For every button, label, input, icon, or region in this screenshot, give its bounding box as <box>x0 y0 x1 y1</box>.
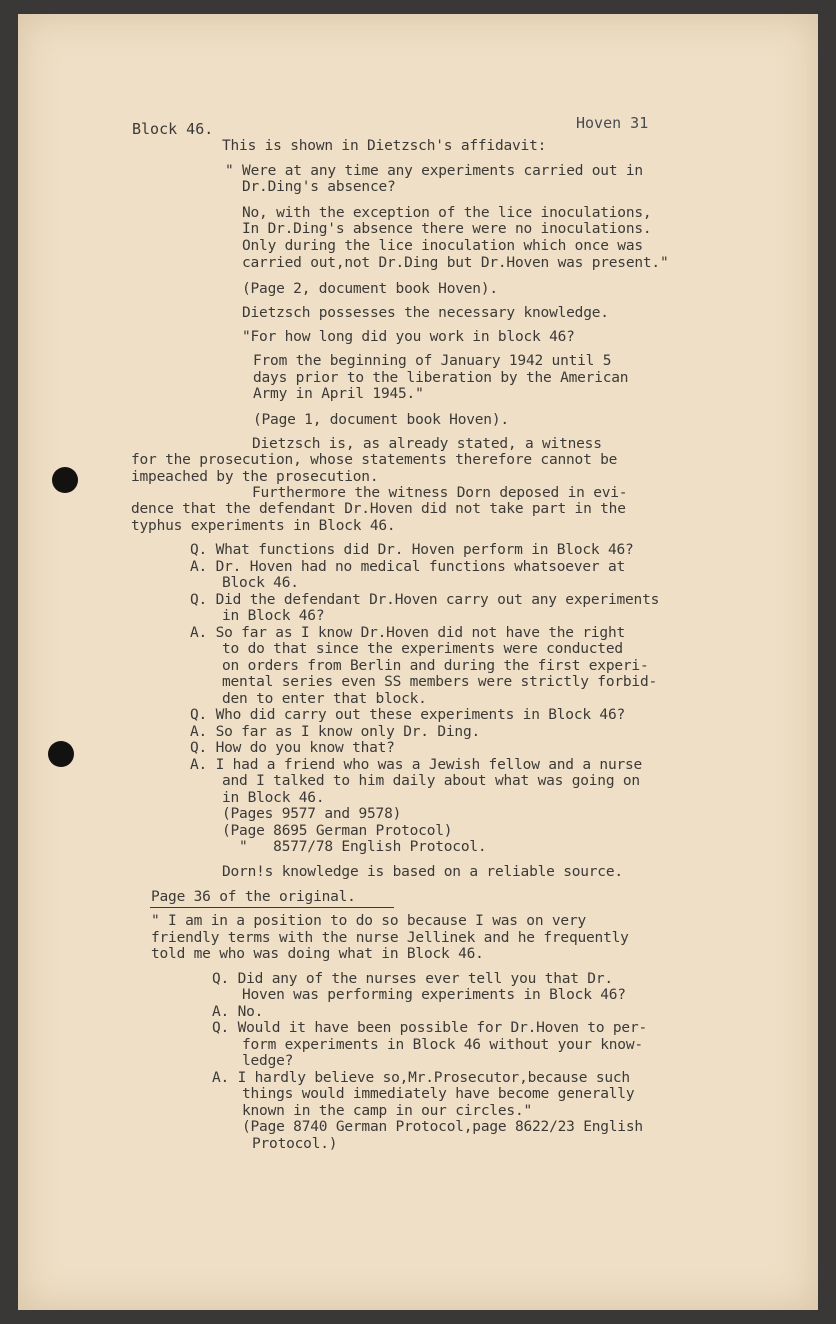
text-line: dence that the defendant Dr.Hoven did not take part in the <box>131 501 626 517</box>
page-number-label: Hoven 31 <box>576 114 649 132</box>
text-line: things would immediately have become generally <box>242 1086 635 1102</box>
text-line: to do that since the experiments were conducted <box>222 641 623 657</box>
text-line: for the prosecution, whose statements therefore cannot be <box>131 452 618 468</box>
text-line: A. Dr. Hoven had no medical functions whatsoever at <box>190 559 626 575</box>
text-line: Q. What functions did Dr. Hoven perform in Block 46? <box>190 542 634 558</box>
text-line: "For how long did you work in block 46? <box>242 329 575 345</box>
text-line: (Pages 9577 and 9578) <box>222 806 402 822</box>
text-line: A. No. <box>212 1004 264 1020</box>
text-line: Dr.Ding's absence? <box>242 179 396 195</box>
text-line: in Block 46? <box>222 608 325 624</box>
text-line: From the beginning of January 1942 until 5 <box>253 353 612 369</box>
text-line: In Dr.Ding's absence there were no inoculations. <box>242 221 652 237</box>
text-line: Furthermore the witness Dorn deposed in evi- <box>252 485 628 501</box>
text-line: Army in April 1945." <box>253 386 424 402</box>
text-line: friendly terms with the nurse Jellinek and he frequently <box>151 930 629 946</box>
text-line: " Were at any time any experiments carried out in <box>225 163 643 179</box>
text-line: form experiments in Block 46 without your know- <box>242 1037 643 1053</box>
text-line: days prior to the liberation by the American <box>253 370 629 386</box>
block-heading: Block 46. <box>132 120 214 138</box>
section-underline <box>150 907 394 908</box>
text-line: and I talked to him daily about what was going on <box>222 773 640 789</box>
text-line: on orders from Berlin and during the first experi- <box>222 658 649 674</box>
text-line: Q. Who did carry out these experiments in Block 46? <box>190 707 626 723</box>
text-line: A. I had a friend who was a Jewish fellow and a nurse <box>190 757 643 773</box>
punch-hole-bottom <box>48 741 74 767</box>
punch-hole-top <box>52 467 78 493</box>
text-line: (Page 2, document book Hoven). <box>242 281 498 297</box>
text-line: ledge? <box>242 1053 294 1069</box>
text-line: (Page 1, document book Hoven). <box>253 412 509 428</box>
text-line: den to enter that block. <box>222 691 427 707</box>
text-line: (Page 8740 German Protocol,page 8622/23 English <box>242 1119 643 1135</box>
text-line: A. So far as I know only Dr. Ding. <box>190 724 481 740</box>
text-line: A. I hardly believe so,Mr.Prosecutor,because such <box>212 1070 630 1086</box>
text-line: told me who was doing what in Block 46. <box>151 946 484 962</box>
text-line: No, with the exception of the lice inoculations, <box>242 205 652 221</box>
text-line: A. So far as I know Dr.Hoven did not have the right <box>190 625 626 641</box>
text-line: known in the camp in our circles." <box>242 1103 533 1119</box>
text-line: " 8577/78 English Protocol. <box>222 839 487 855</box>
text-line: carried out,not Dr.Ding but Dr.Hoven was present." <box>242 255 669 271</box>
text-line: Q. Would it have been possible for Dr.Hoven to per- <box>212 1020 648 1036</box>
text-line: in Block 46. <box>222 790 325 806</box>
text-line: " I am in a position to do so because I was on very <box>151 913 587 929</box>
text-line: This is shown in Dietzsch's affidavit: <box>222 138 547 154</box>
text-line: Q. Did any of the nurses ever tell you that Dr. <box>212 971 613 987</box>
text-line: mental series even SS members were strictly forbid- <box>222 674 658 690</box>
text-line: impeached by the prosecution. <box>131 469 379 485</box>
text-line: Q. Did the defendant Dr.Hoven carry out any experiments <box>190 592 660 608</box>
text-line: Page 36 of the original. <box>151 889 356 905</box>
text-line: Only during the lice inoculation which once was <box>242 238 643 254</box>
text-line: Block 46. <box>222 575 299 591</box>
text-line: Hoven was performing experiments in Block 46? <box>242 987 626 1003</box>
text-line: Dietzsch possesses the necessary knowledge. <box>242 305 609 321</box>
text-line: (Page 8695 German Protocol) <box>222 823 453 839</box>
text-line: Dorn!s knowledge is based on a reliable source. <box>222 864 623 880</box>
text-line: Dietzsch is, as already stated, a witness <box>252 436 602 452</box>
text-line: Q. How do you know that? <box>190 740 395 756</box>
text-line: typhus experiments in Block 46. <box>131 518 396 534</box>
text-line: Protocol.) <box>252 1136 338 1152</box>
